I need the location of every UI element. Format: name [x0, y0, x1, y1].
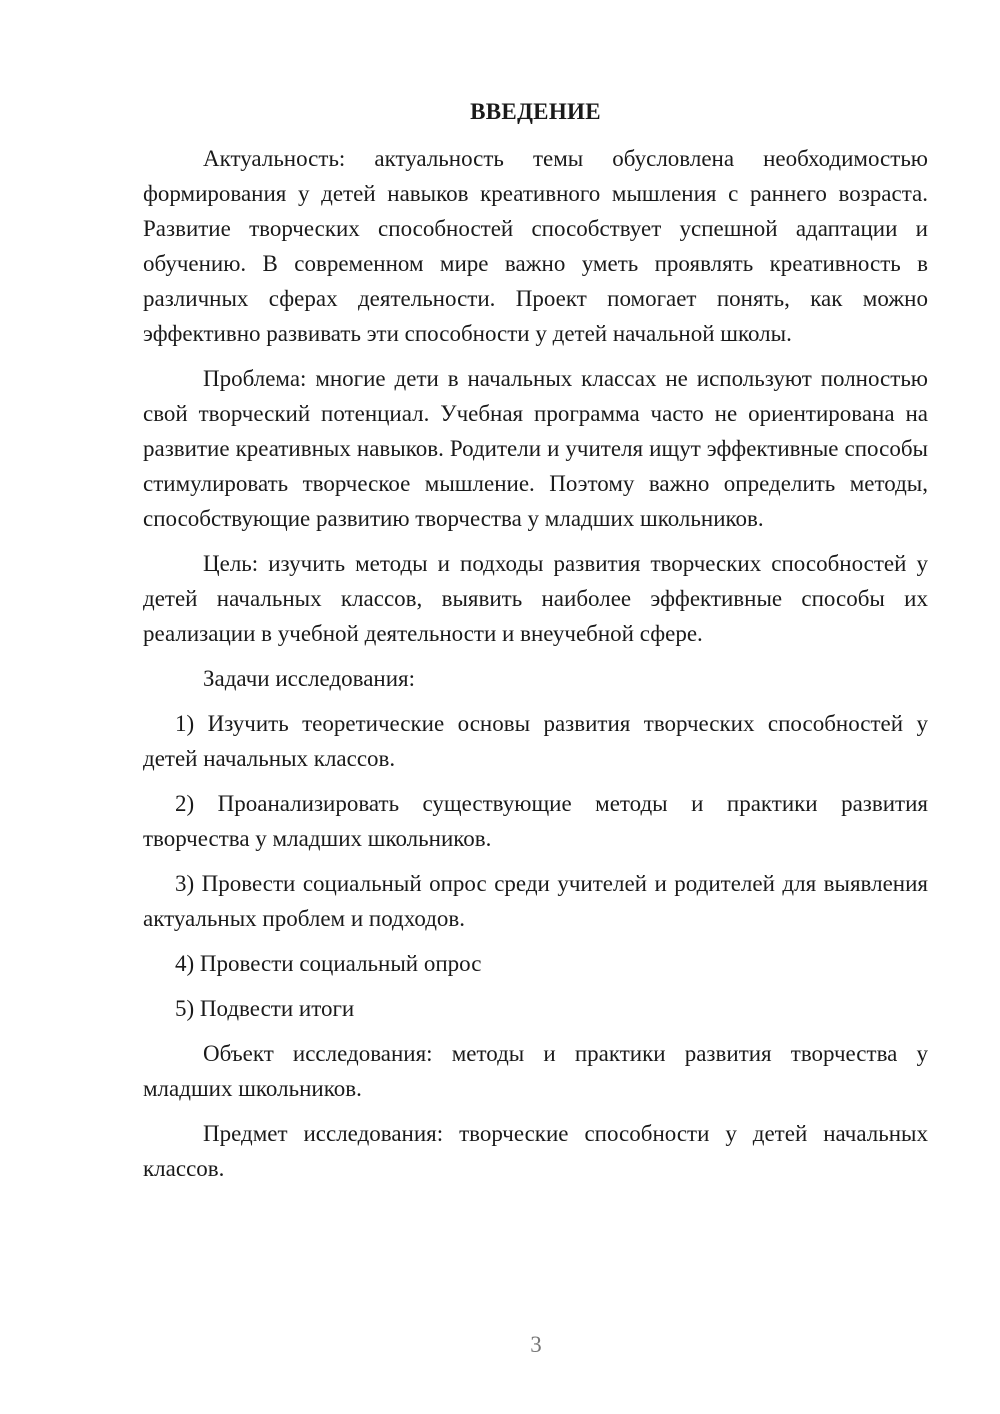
paragraph-tasks-heading: Задачи исследования: [203, 666, 416, 691]
task-item-2: 2) Проанализировать существующие методы и практики развития творчества у младших школьников. [143, 791, 928, 851]
page-number: 3 [530, 1332, 542, 1357]
paragraph-subject: Предмет исследования: творческие способности у детей начальных классов. [143, 1121, 928, 1181]
document-page [143, 94, 928, 1196]
task-item-4: 4) Провести социальный опрос [175, 951, 482, 976]
paragraph-relevance: Актуальность: актуальность темы обусловлена необходимостью формирования у детей навыков креативного мышления с раннего возраста. Развитие творческих способностей способствует успешной адаптации и обучению. В современном мире важно уметь проявлять креативность в различных сферах деятельности. Проект помогает понять, как можно эффективно развивать эти способности у детей начальной школы. [143, 146, 928, 346]
task-item-3: 3) Провести социальный опрос среди учителей и родителей для выявления актуальных проблем и подходов. [143, 871, 928, 931]
paragraph-goal: Цель: изучить методы и подходы развития творческих способностей у детей начальных классов, выявить наиболее эффективные способы их реализации в учебной деятельности и внеучебной сфере. [143, 551, 928, 646]
paragraph-object: Объект исследования: методы и практики развития творчества у младших школьников. [143, 1041, 928, 1101]
page-title: ВВЕДЕНИЕ [470, 99, 601, 124]
task-item-1: 1) Изучить теоретические основы развития творческих способностей у детей начальных классов. [143, 711, 928, 771]
paragraph-problem: Проблема: многие дети в начальных классах не используют полностью свой творческий потенциал. Учебная программа часто не ориентирована на развитие креативных навыков. Родители и учителя ищут эффективные способы стимулировать творческое мышление. Поэтому важно определить методы, способствующие развитию творчества у младших школьников. [143, 366, 928, 531]
task-item-5: 5) Подвести итоги [175, 996, 355, 1021]
